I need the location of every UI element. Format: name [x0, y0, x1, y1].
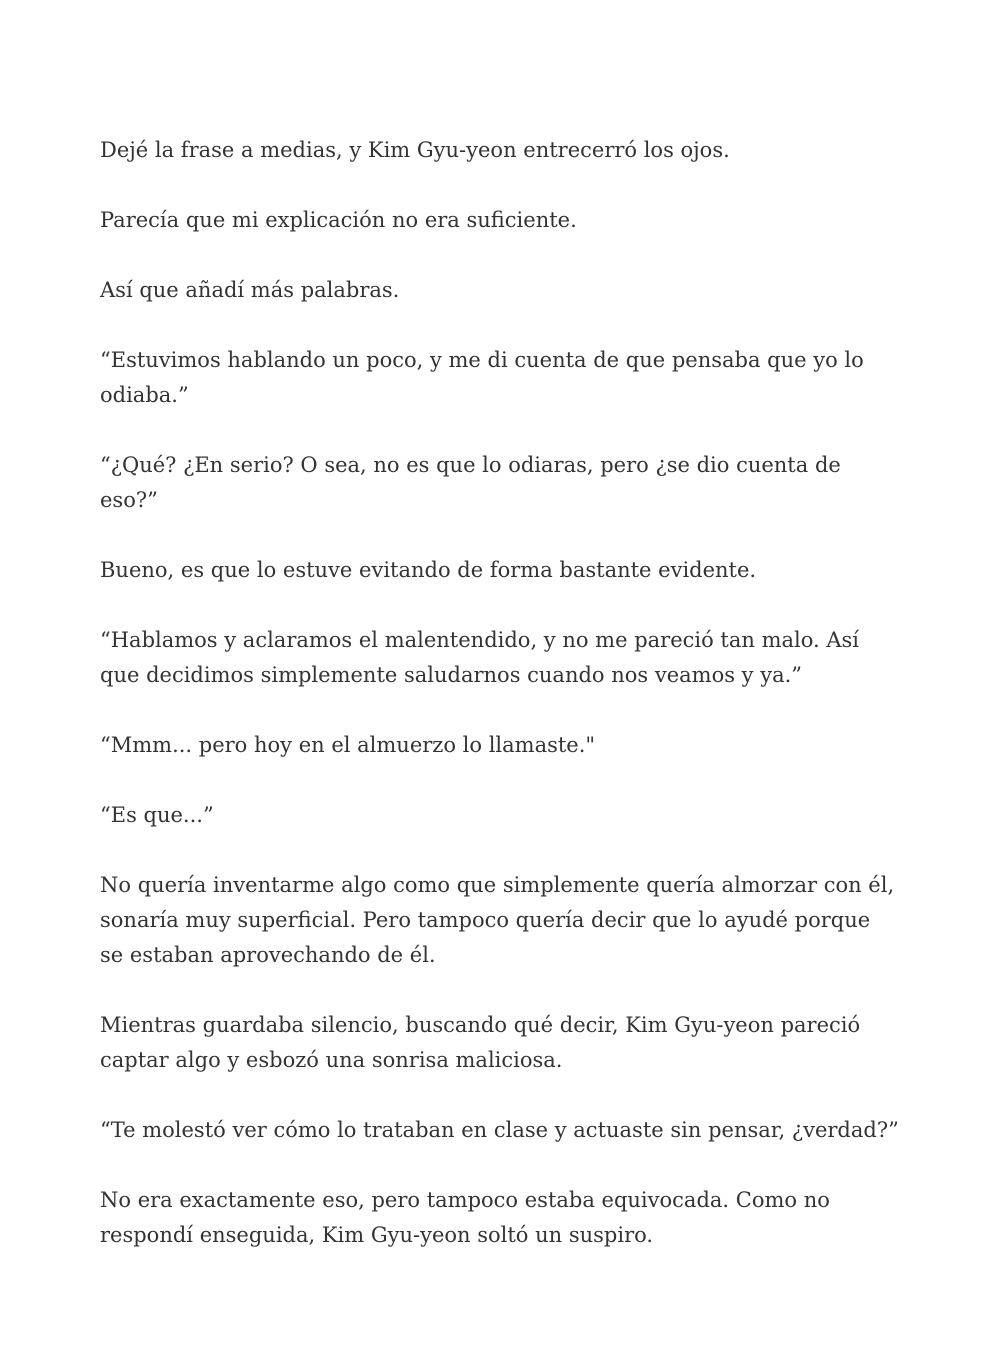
paragraph: “Estuvimos hablando un poco, y me di cuenta de que pensaba que yo lo odiaba.”	[100, 348, 864, 407]
paragraph: Bueno, es que lo estuve evitando de forma bastante evidente.	[100, 558, 757, 582]
paragraph: “¿Qué? ¿En serio? O sea, no es que lo odiaras, pero ¿se dio cuenta de eso?”	[100, 453, 841, 512]
paragraph: Dejé la frase a medias, y Kim Gyu-yeon entrecerró los ojos.	[100, 138, 730, 162]
paragraph: “Hablamos y aclaramos el malentendido, y no me pareció tan malo. Así que decidimos simplemente saludarnos cuando nos veamos y ya.”	[100, 628, 860, 687]
paragraph: “Es que...”	[100, 803, 214, 827]
paragraph: “Mmm... pero hoy en el almuerzo lo llamaste."	[100, 733, 596, 757]
paragraph: No quería inventarme algo como que simplemente quería almorzar con él, sonaría muy superficial. Pero tampoco quería decir que lo ayudé porque se estaban aprovechando de él.	[100, 873, 895, 967]
paragraph: Así que añadí más palabras.	[100, 278, 400, 302]
paragraph: Mientras guardaba silencio, buscando qué decir, Kim Gyu-yeon pareció captar algo y esbozó una sonrisa maliciosa.	[100, 1013, 861, 1072]
document-body	[100, 133, 900, 1288]
paragraph: No era exactamente eso, pero tampoco estaba equivocada. Como no respondí enseguida, Kim Gyu-yeon soltó un suspiro.	[100, 1188, 830, 1247]
paragraph: “Te molestó ver cómo lo trataban en clase y actuaste sin pensar, ¿verdad?”	[100, 1118, 899, 1142]
paragraph: Parecía que mi explicación no era suficiente.	[100, 208, 577, 232]
